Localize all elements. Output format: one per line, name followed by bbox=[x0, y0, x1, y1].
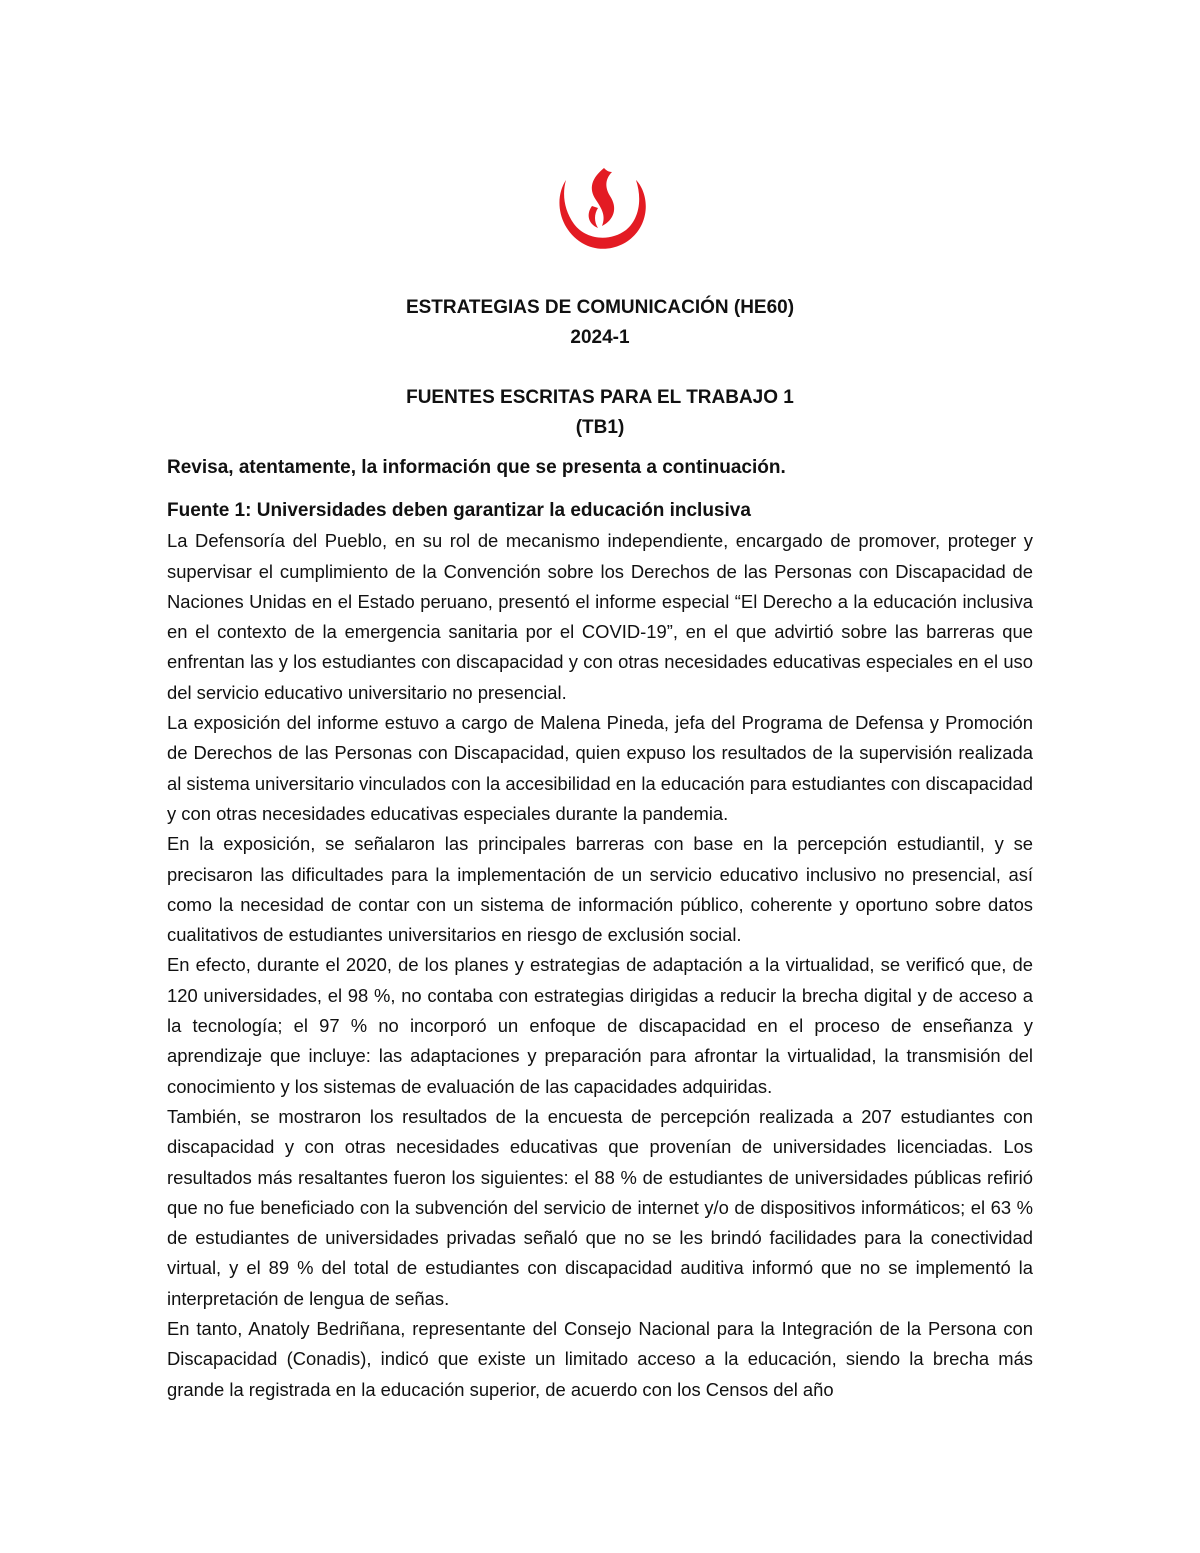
paragraph: También, se mostraron los resultados de la encuesta de percepción realizada a 207 estudiantes con discapacidad y con otras necesidades educativas que provenían de universidades licenciadas. Los resultados más resaltantes fueron los siguientes: el 88 % de estudiantes de universidades públicas refirió que no fue beneficiado con la subvención del servicio de internet y/o de dispositivos informáticos; el 63 % de estudiantes de universidades privadas señaló que no se les brindó facilidades para la conectividad virtual, y el 89 % del total de estudiantes con discapacidad auditiva informó que no se implementó la interpretación de lengua de señas. bbox=[167, 1105, 1033, 1309]
course-header bbox=[167, 293, 1033, 353]
source-1-section bbox=[167, 496, 1033, 1405]
paragraph: En tanto, Anatoly Bedriñana, representante del Consejo Nacional para la Integración de la Persona con Discapacidad (Conadis), indicó que existe un limitado acceso a la educación, siendo la brecha más grande la registrada en la educación superior, de acuerdo con los Censos del año bbox=[167, 1318, 1033, 1400]
paragraph: La Defensoría del Pueblo, en su rol de mecanismo independiente, encargado de promover, proteger y supervisar el cumplimiento de la Convención sobre los Derechos de las Personas con Discapacidad de Naciones Unidas en el Estado peruano, presentó el informe especial “El Derecho a la educación inclusiva en el contexto de la emergencia sanitaria por el COVID-19”, en el que advirtió sobre las barreras que enfrentan las y los estudiantes con discapacidad y con otras necesidades educativas especiales en el uso del servicio educativo universitario no presencial. bbox=[167, 530, 1033, 703]
intro-instruction: Revisa, atentamente, la información que se presenta a continuación. bbox=[167, 457, 786, 478]
document-code: (TB1) bbox=[575, 417, 625, 438]
paragraph: En la exposición, se señalaron las principales barreras con base en la percepción estudiantil, y se precisaron las dificultades para la implementación de un servicio educativo inclusivo no presencial, así como la necesidad de contar con un sistema de información público, coherente y oportuno sobre datos cualitativos de estudiantes universitarios en riesgo de exclusión social. bbox=[167, 833, 1033, 946]
paragraph: En efecto, durante el 2020, de los planes y estrategias de adaptación a la virtualidad, se verificó que, de 120 universidades, el 98 %, no contaba con estrategias dirigidas a reducir la brecha digital y de acceso a la tecnología; el 97 % no incorporó un enfoque de discapacidad en el proceso de enseñanza y aprendizaje que incluye: las adaptaciones y preparación para afrontar la virtualidad, la transmisión del conocimiento y los sistemas de evaluación de las capacidades adquiridas. bbox=[167, 954, 1033, 1097]
paragraph: La exposición del informe estuvo a cargo de Malena Pineda, jefa del Programa de Defensa y Promoción de Derechos de las Personas con Discapacidad, quien expuso los resultados de la supervisión realizada al sistema universitario vinculados con la accesibilidad en la educación para estudiantes con discapacidad y con otras necesidades educativas especiales durante la pandemia. bbox=[167, 712, 1033, 824]
course-title: ESTRATEGIAS DE COMUNICACIÓN (HE60) bbox=[405, 297, 795, 318]
document-header bbox=[167, 383, 1033, 443]
upc-logo-icon bbox=[552, 166, 650, 252]
course-term: 2024-1 bbox=[570, 327, 630, 348]
document-title: FUENTES ESCRITAS PARA EL TRABAJO 1 bbox=[406, 387, 794, 408]
source-1-title: Fuente 1: Universidades deben garantizar la educación inclusiva bbox=[167, 500, 751, 521]
